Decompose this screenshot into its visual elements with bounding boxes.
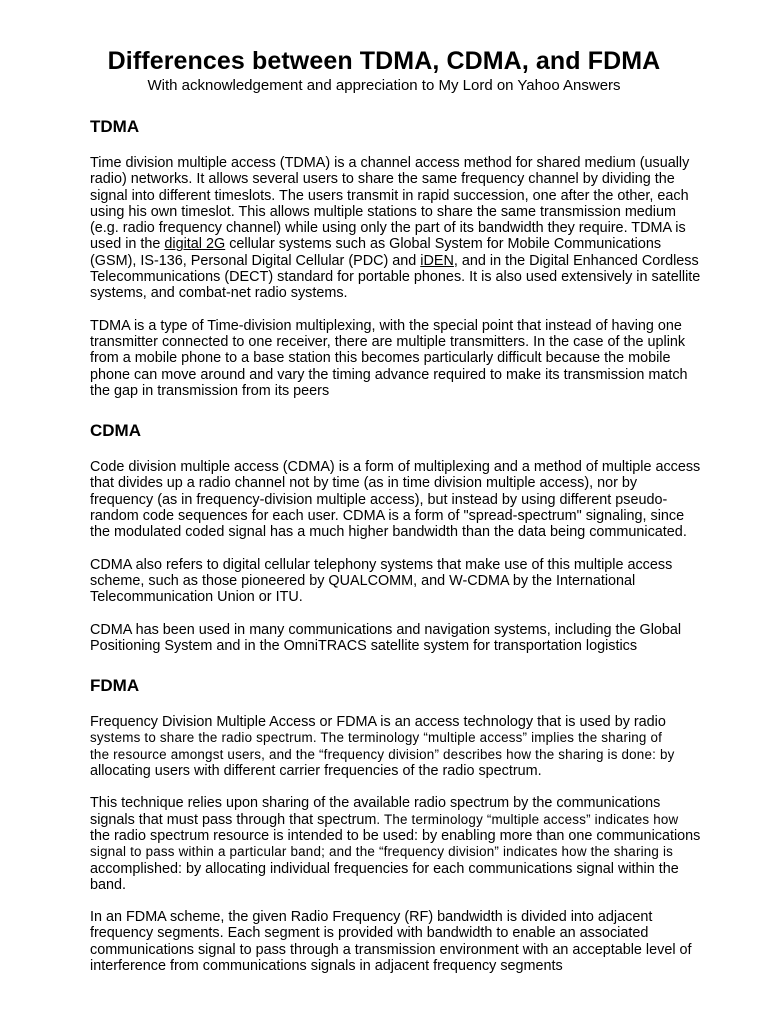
text-run: . The terminology “multiple access” indicates how bbox=[376, 811, 679, 827]
text-line: signal to pass within a particular band; and the “frequency division” indicates how the sharing is bbox=[90, 844, 674, 860]
text-line: Positioning System and in the OmniTRACS satellite system for transportation logistics bbox=[90, 637, 638, 654]
text-line: the radio spectrum resource is intended to be used: by enabling more than one communications bbox=[90, 827, 701, 844]
fdma-paragraph-3 bbox=[90, 909, 692, 974]
text-line: allocating users with different carrier frequencies of the radio spectrum. bbox=[90, 763, 542, 780]
text-run: signals that must pass through that spectrum bbox=[90, 811, 377, 828]
text-line: In an FDMA scheme, the given Radio Frequency (RF) bandwidth is divided into adjacent bbox=[90, 909, 653, 926]
text-line: that divides up a radio channel not by time (as in time division multiple access), nor by bbox=[90, 475, 638, 492]
text-line: the gap in transmission from its peers bbox=[90, 382, 330, 399]
text-line: CDMA has been used in many communications and navigation systems, including the Global bbox=[90, 621, 682, 638]
text-line: (e.g. radio frequency channel) while using only the part of its bandwidth they require. TDMA is bbox=[90, 220, 686, 237]
text-line: transmitter connected to one receiver, there are multiple transmitters. In the case of the uplink bbox=[90, 333, 686, 350]
section-heading-fdma: FDMA bbox=[90, 676, 140, 696]
fdma-paragraph-1 bbox=[90, 714, 678, 779]
text-line: signal into different timeslots. The users transmit in rapid succession, one after the other, each bbox=[90, 187, 689, 204]
text-run: used in the bbox=[90, 236, 165, 253]
text-line: This technique relies upon sharing of the available radio spectrum by the communications bbox=[90, 795, 661, 812]
text-line: frequency segments. Each segment is provided with bandwidth to enable an associated bbox=[90, 925, 649, 942]
cdma-paragraph-2 bbox=[90, 557, 678, 606]
tdma-paragraph-1 bbox=[90, 155, 701, 302]
text-line: Time division multiple access (TDMA) is a channel access method for shared medium (usually bbox=[90, 155, 690, 171]
text-run: (GSM), IS-136, Personal Digital Cellular (PDC) and bbox=[90, 252, 421, 269]
cdma-paragraph-1 bbox=[90, 459, 701, 541]
text-line: communications signal to pass through a transmission environment with an acceptable level of bbox=[90, 941, 692, 958]
section-heading-tdma: TDMA bbox=[90, 117, 140, 136]
text-line: the resource amongst users, and the “frequency division” describes how the sharing is done: by bbox=[90, 746, 675, 762]
fdma-paragraph-2 bbox=[90, 795, 701, 893]
text-line: radio) networks. It allows several users to share the same frequency channel by dividing the bbox=[90, 171, 675, 188]
page-title: Differences between TDMA, CDMA, and FDMA bbox=[107, 47, 661, 75]
tdma-paragraph-2 bbox=[90, 317, 688, 399]
digital-2g-link[interactable]: digital 2G bbox=[164, 236, 226, 253]
text-line: Telecommunications (DECT) standard for portable phones. It is also used extensively in satellite bbox=[90, 269, 701, 286]
text-line: using his own timeslot. This allows multiple stations to share the same transmission medium bbox=[90, 203, 676, 220]
page-subtitle: With acknowledgement and appreciation to My Lord on Yahoo Answers bbox=[147, 77, 621, 94]
text-line: random code sequences for each user. CDMA is a form of "spread-spectrum" signaling, since bbox=[90, 508, 685, 525]
section-heading-cdma: CDMA bbox=[90, 421, 141, 441]
text-line: the modulated coded signal has a much higher bandwidth than the data being communicated. bbox=[90, 524, 687, 541]
text-line bbox=[90, 252, 699, 269]
text-run: , and in the Digital Enhanced Cordless bbox=[453, 252, 699, 269]
text-line: scheme, such as those pioneered by QUALCOMM, and W-CDMA by the International bbox=[90, 572, 636, 589]
cdma-paragraph-3 bbox=[90, 621, 682, 655]
text-line: Frequency Division Multiple Access or FDMA is an access technology that is used by radio bbox=[90, 714, 666, 731]
text-line: Telecommunication Union or ITU. bbox=[90, 589, 303, 606]
text-line: band. bbox=[90, 876, 127, 893]
text-line: systems, and combat-net radio systems. bbox=[90, 285, 348, 302]
text-line: accomplished: by allocating individual frequencies for each communications signal within the bbox=[90, 860, 679, 877]
text-line: Code division multiple access (CDMA) is a form of multiplexing and a method of multiple access bbox=[90, 459, 701, 476]
text-line: CDMA also refers to digital cellular telephony systems that make use of this multiple access bbox=[90, 556, 673, 573]
iden-link[interactable]: iDEN bbox=[420, 252, 454, 269]
text-line: frequency (as in frequency-division multiple access), but instead by using different pseudo- bbox=[90, 491, 668, 508]
text-line bbox=[90, 236, 678, 252]
text-line: systems to share the radio spectrum. The terminology “multiple access” implies the sharing of bbox=[90, 730, 663, 746]
text-line: phone can move around and vary the timing advance required to make its transmission match bbox=[90, 366, 688, 383]
text-line: TDMA is a type of Time-division multiplexing, with the special point that instead of having one bbox=[90, 317, 682, 334]
text-line: from a mobile phone to a base station this becomes particularly difficult because the mobile bbox=[90, 350, 671, 367]
text-run: cellular systems such as Global System for Mobile Communications bbox=[225, 236, 662, 253]
text-line: interference from communications signals in adjacent frequency segments bbox=[90, 957, 563, 974]
text-line bbox=[90, 812, 678, 828]
